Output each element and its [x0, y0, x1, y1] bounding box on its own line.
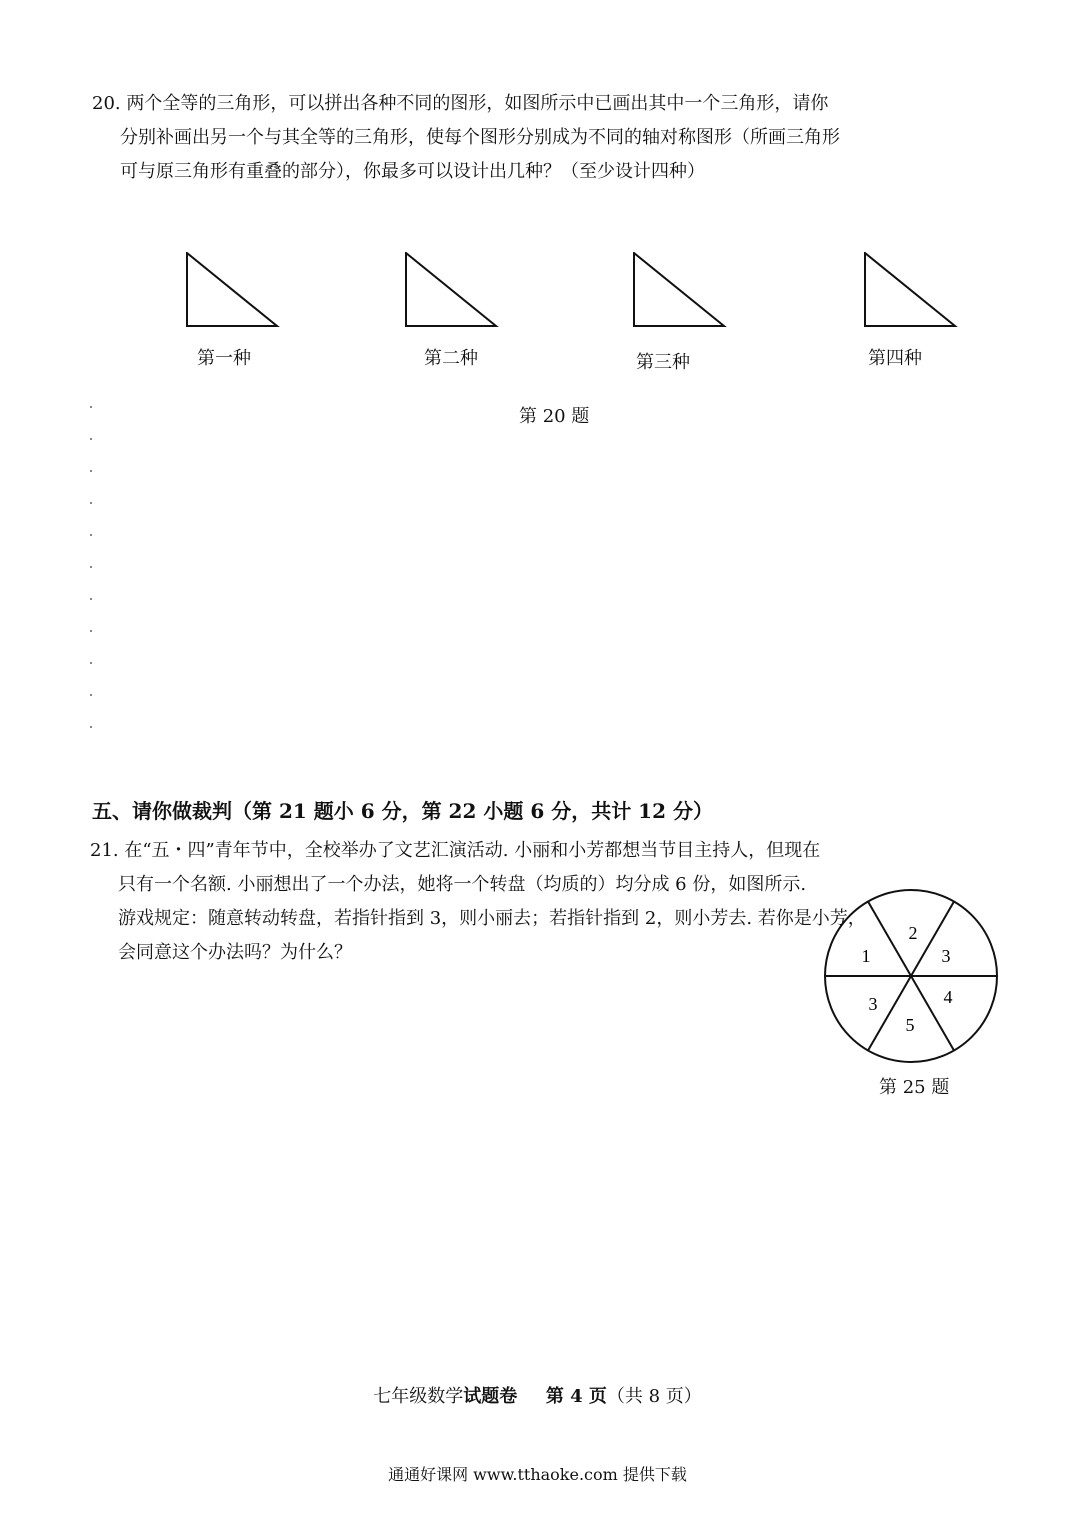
- figure-label-3: 第三种: [636, 352, 690, 373]
- footer-paper-type: 试题卷: [463, 1386, 518, 1407]
- figure-label-4: 第四种: [868, 348, 922, 369]
- spinner-number-4: 4: [943, 987, 953, 1007]
- question-20-line-2: 分别补画出另一个与其全等的三角形，使每个图形分别成为不同的轴对称图形（所画三角形: [120, 127, 840, 148]
- spinner-number-3-right: 3: [941, 946, 951, 966]
- margin-dot: [90, 630, 92, 632]
- question-20-caption: 第 20 题: [519, 406, 590, 427]
- spinner-number-3-left: 3: [868, 994, 878, 1014]
- footer-subject: 七年级数学: [373, 1386, 464, 1407]
- spinner-figure: [822, 887, 1000, 1069]
- question-20-line-3: 可与原三角形有重叠的部分），你最多可以设计出几种？（至少设计四种）: [120, 161, 705, 182]
- question-21-line-4: 会同意这个办法吗？为什么？: [118, 942, 352, 963]
- margin-dot: [90, 502, 92, 504]
- figure-label-2: 第二种: [424, 348, 478, 369]
- question-21-line-2: 只有一个名额. 小丽想出了一个办法，她将一个转盘（均质的）均分成 6 份，如图所示.: [118, 874, 807, 895]
- margin-dot: [90, 694, 92, 696]
- margin-dot: [90, 726, 92, 728]
- triangle-figure-2: [405, 252, 499, 332]
- triangle-figure-4: [864, 252, 958, 332]
- margin-dot: [90, 406, 92, 408]
- spinner-number-2: 2: [908, 923, 918, 943]
- margin-dot: [90, 598, 92, 600]
- spinner-caption: 第 25 题: [879, 1077, 950, 1098]
- question-21-line-1: 21. 在“五・四”青年节中，全校举办了文艺汇演活动. 小丽和小芳都想当节目主持人，但现在: [90, 840, 821, 861]
- question-21-line-3: 游戏规定：随意转动转盘，若指针指到 3，则小丽去；若指针指到 2，则小芳去. 若你是小芳，: [118, 908, 866, 929]
- question-20-text: [92, 87, 1012, 189]
- spinner-number-1: 1: [861, 946, 871, 966]
- triangle-figure-3: [633, 252, 727, 332]
- download-credit: 通通好课网 www.tthaoke.com 提供下载: [388, 1465, 687, 1484]
- footer-page-number: 第 4 页: [545, 1386, 607, 1407]
- footer-page-total: （共 8 页）: [606, 1386, 702, 1407]
- triangle-figure-1: [186, 252, 280, 332]
- margin-dot: [90, 662, 92, 664]
- spinner-number-5: 5: [905, 1015, 915, 1035]
- margin-dot: [90, 470, 92, 472]
- margin-dot: [90, 534, 92, 536]
- section-5-heading: 五、请你做裁判（第 21 题小 6 分，第 22 小题 6 分，共计 12 分）: [92, 799, 713, 823]
- question-20-line-1: 20. 两个全等的三角形，可以拼出各种不同的图形，如图所示中已画出其中一个三角形，请你: [92, 93, 829, 114]
- figure-label-1: 第一种: [197, 348, 251, 369]
- margin-dot: [90, 438, 92, 440]
- margin-dot: [90, 566, 92, 568]
- page-footer: [0, 1382, 1075, 1408]
